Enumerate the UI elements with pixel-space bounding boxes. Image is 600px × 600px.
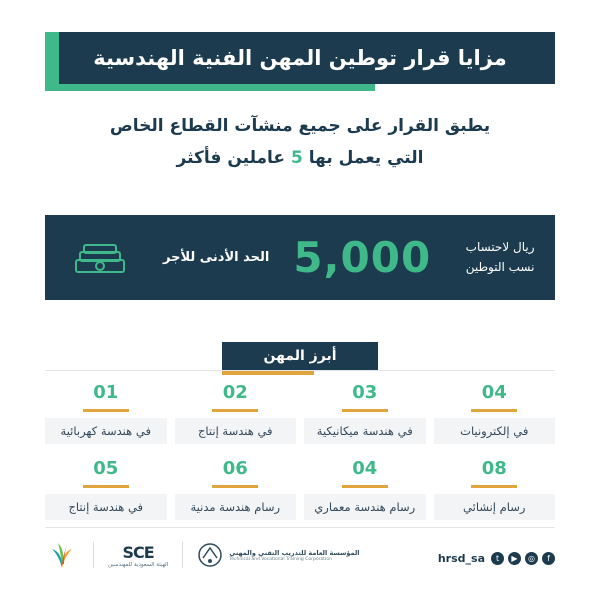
job-cell (45, 458, 167, 520)
page-title: مزايا قرار توطين المهن الفنية الهندسية (93, 46, 507, 70)
job-underline (212, 485, 258, 488)
job-name: في هندسة إنتاج (175, 418, 297, 444)
instagram-icon[interactable]: ◎ (525, 552, 538, 565)
job-name: رسام إنشائي (434, 494, 556, 520)
social-handle: hrsd_sa (437, 552, 485, 565)
subtitle-line-1: يطبق القرار على جميع منشآت القطاع الخاص (109, 116, 491, 136)
job-number: 04 (481, 382, 507, 403)
minimum-wage-band (45, 215, 555, 300)
sce-logo-main: SCE (122, 542, 154, 562)
partner-logos (45, 538, 360, 572)
vision-2030-logo (45, 538, 79, 572)
job-name: في هندسة ميكانيكية (304, 418, 426, 444)
wage-amount: 5,000 (293, 233, 432, 282)
tvtc-name-arabic: المؤسسة العامة للتدريب التقني والمهني (229, 548, 360, 557)
subtitle (60, 110, 540, 175)
job-cell (45, 382, 167, 444)
job-name: رسام هندسة مدنية (175, 494, 297, 520)
tvtc-emblem-icon (197, 542, 223, 568)
jobs-row-1 (45, 382, 555, 444)
job-number: 01 (93, 382, 119, 403)
jobs-heading-bar (222, 342, 378, 370)
title-banner (45, 32, 555, 84)
job-number: 05 (93, 458, 119, 479)
subtitle-line-2 (60, 142, 540, 174)
jobs-heading-banner (222, 342, 378, 370)
facebook-icon[interactable]: f (542, 552, 555, 565)
job-cell (304, 382, 426, 444)
job-cell (175, 458, 297, 520)
job-number: 06 (222, 458, 248, 479)
social-icons (491, 552, 555, 565)
twitter-icon[interactable]: t (491, 552, 504, 565)
job-number: 08 (481, 458, 507, 479)
tvtc-logo-text (229, 549, 359, 562)
footer-divider (45, 527, 555, 528)
job-underline (342, 409, 388, 412)
job-underline (471, 409, 517, 412)
job-underline (471, 485, 517, 488)
job-underline (342, 485, 388, 488)
jobs-row-2 (45, 458, 555, 520)
job-underline (212, 409, 258, 412)
youtube-icon[interactable]: ▶ (508, 552, 521, 565)
job-underline (83, 409, 129, 412)
job-name: في إلكترونيات (434, 418, 556, 444)
title-accent-bottom (45, 84, 375, 91)
subtitle-line-2-before: التي يعمل بها (302, 148, 424, 169)
vision-2030-icon (45, 538, 79, 572)
money-stack-icon (45, 238, 155, 278)
title-bar (45, 32, 555, 84)
job-number: 02 (222, 382, 248, 403)
job-number: 03 (352, 382, 378, 403)
tvtc-name-english: Technical and Vocational Training Corporation (229, 556, 332, 562)
job-cell (175, 382, 297, 444)
jobs-heading-text: أبرز المهن (263, 348, 337, 364)
title-accent-left (45, 32, 59, 84)
wage-label: الحد الأدنى للأجر (163, 250, 270, 265)
sce-logo (108, 543, 168, 568)
sce-logo-sub: الهيئة السعودية للمهندسين (108, 561, 169, 568)
subtitle-line-2-after: عاملين فأكثر (176, 148, 291, 169)
wage-note: ريال لاحتساب نسب التوطين (465, 240, 535, 274)
job-name: رسام هندسة معماري (304, 494, 426, 520)
job-number: 04 (352, 458, 378, 479)
subtitle-highlight-number: 5 (290, 148, 303, 169)
job-cell (434, 458, 556, 520)
job-cell (434, 382, 556, 444)
job-name: في هندسة كهربائية (45, 418, 167, 444)
job-name: في هندسة إنتاج (45, 494, 167, 520)
logo-separator (93, 542, 94, 568)
job-underline (83, 485, 129, 488)
tvtc-logo (197, 542, 359, 568)
logo-separator (182, 542, 183, 568)
jobs-grid (45, 382, 555, 520)
jobs-divider (45, 370, 555, 371)
social-handle-group (438, 552, 555, 565)
job-cell (304, 458, 426, 520)
